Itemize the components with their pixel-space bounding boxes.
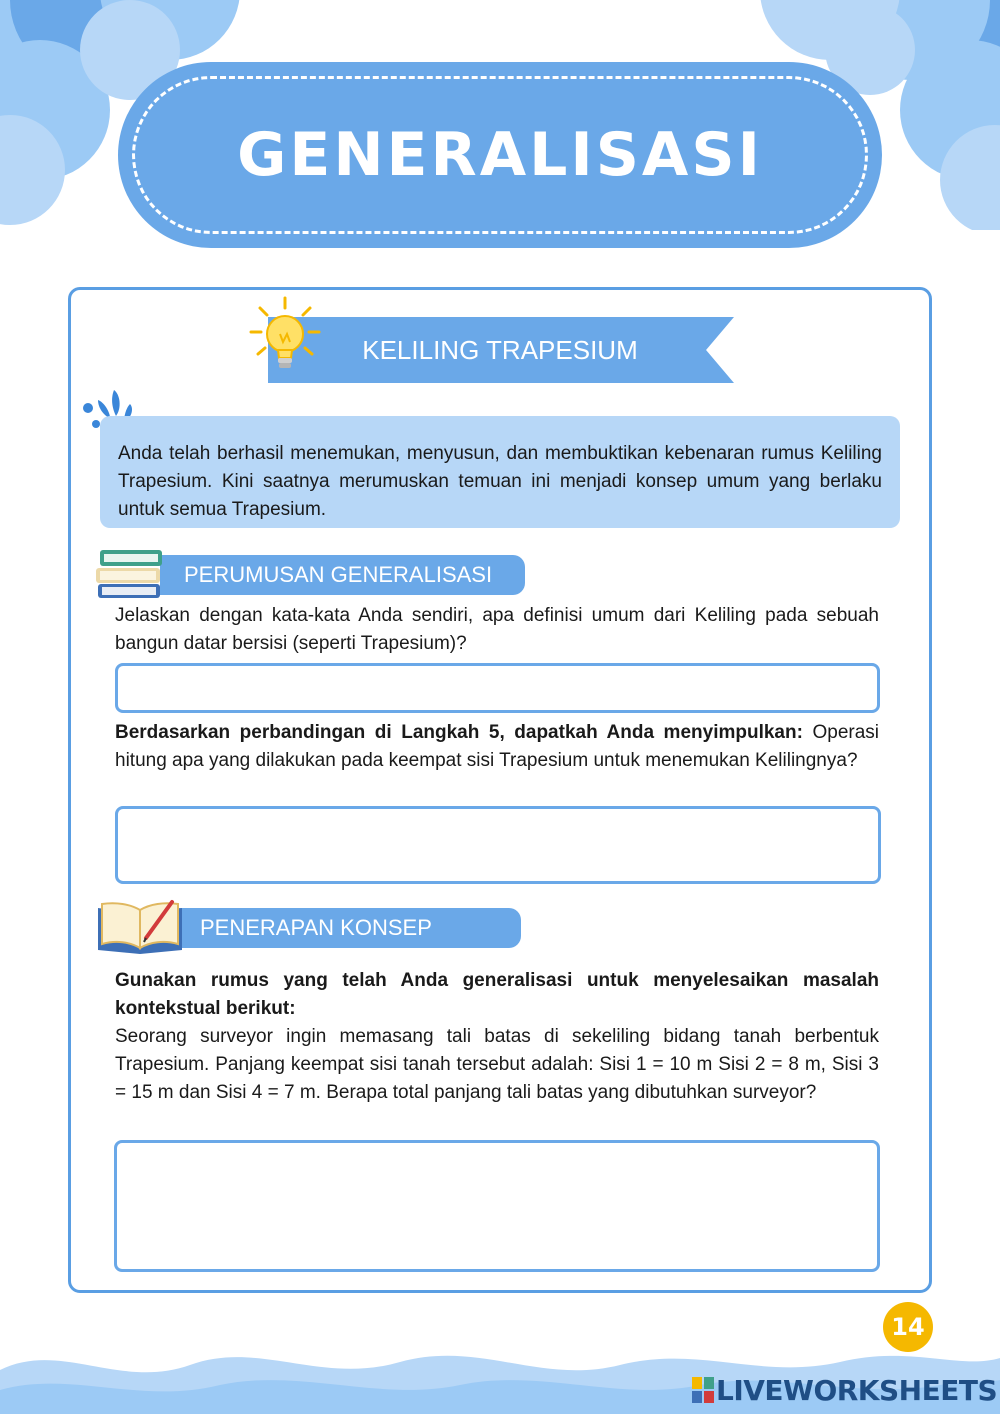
question-2-block xyxy=(115,719,879,775)
liveworksheets-logo-icon xyxy=(692,1377,714,1403)
question-2-bold-text: Berdasarkan perbandingan di Langkah 5, dapatkah Anda menyimpulkan: xyxy=(115,722,803,743)
page-number-badge: 14 xyxy=(883,1302,933,1352)
question-3-block xyxy=(115,967,879,1107)
section-heading-penerapan-label: PENERAPAN KONSEP xyxy=(200,915,432,940)
lightbulb-icon xyxy=(248,296,322,376)
question-2-text: Operasi hitung apa yang dilakukan pada keempat sisi Trapesium untuk menemukan Kelilingnya? xyxy=(115,722,879,771)
ribbon-label: KELILING TRAPESIUM xyxy=(362,334,638,365)
books-stack-icon xyxy=(94,546,166,602)
answer-2-input[interactable] xyxy=(115,806,881,884)
intro-text: Anda telah berhasil menemukan, menyusun, dan membuktikan kebenaran rumus Keliling Trapesium. Kini saatnya merumuskan temuan ini menjadi konsep umum yang berlaku untuk semua Trapesium. xyxy=(118,443,882,520)
liveworksheets-brand xyxy=(692,1372,997,1408)
answer-1-input[interactable] xyxy=(115,663,880,713)
brand-text: LIVEWORKSHEETS xyxy=(716,1373,998,1407)
section-heading-perumusan xyxy=(160,555,525,595)
question-1-text: Jelaskan dengan kata-kata Anda sendiri, apa definisi umum dari Keliling pada sebuah bangun datar bersisi (seperti Trapesium)? xyxy=(115,605,879,654)
question-3-instruction: Gunakan rumus yang telah Anda generalisasi untuk menyelesaikan masalah kontekstual berikut: xyxy=(115,970,879,1019)
section-heading-penerapan xyxy=(176,908,521,948)
open-book-pen-icon xyxy=(94,898,186,956)
question-3-problem-text: Seorang surveyor ingin memasang tali batas di sekeliling bidang tanah berbentuk Trapesium. Panjang keempat sisi tanah tersebut adalah: Sisi 1 = 10 m Sisi 2 = 8 m, Sisi 3 = 15 m dan Sisi 4 = 7 m. Berapa total panjang tali batas yang dibutuhkan surveyor? xyxy=(115,1026,879,1103)
section-heading-perumusan-label: PERUMUSAN GENERALISASI xyxy=(184,562,493,587)
answer-3-input[interactable] xyxy=(114,1140,880,1272)
page-title: GENERALISASI xyxy=(237,120,763,190)
